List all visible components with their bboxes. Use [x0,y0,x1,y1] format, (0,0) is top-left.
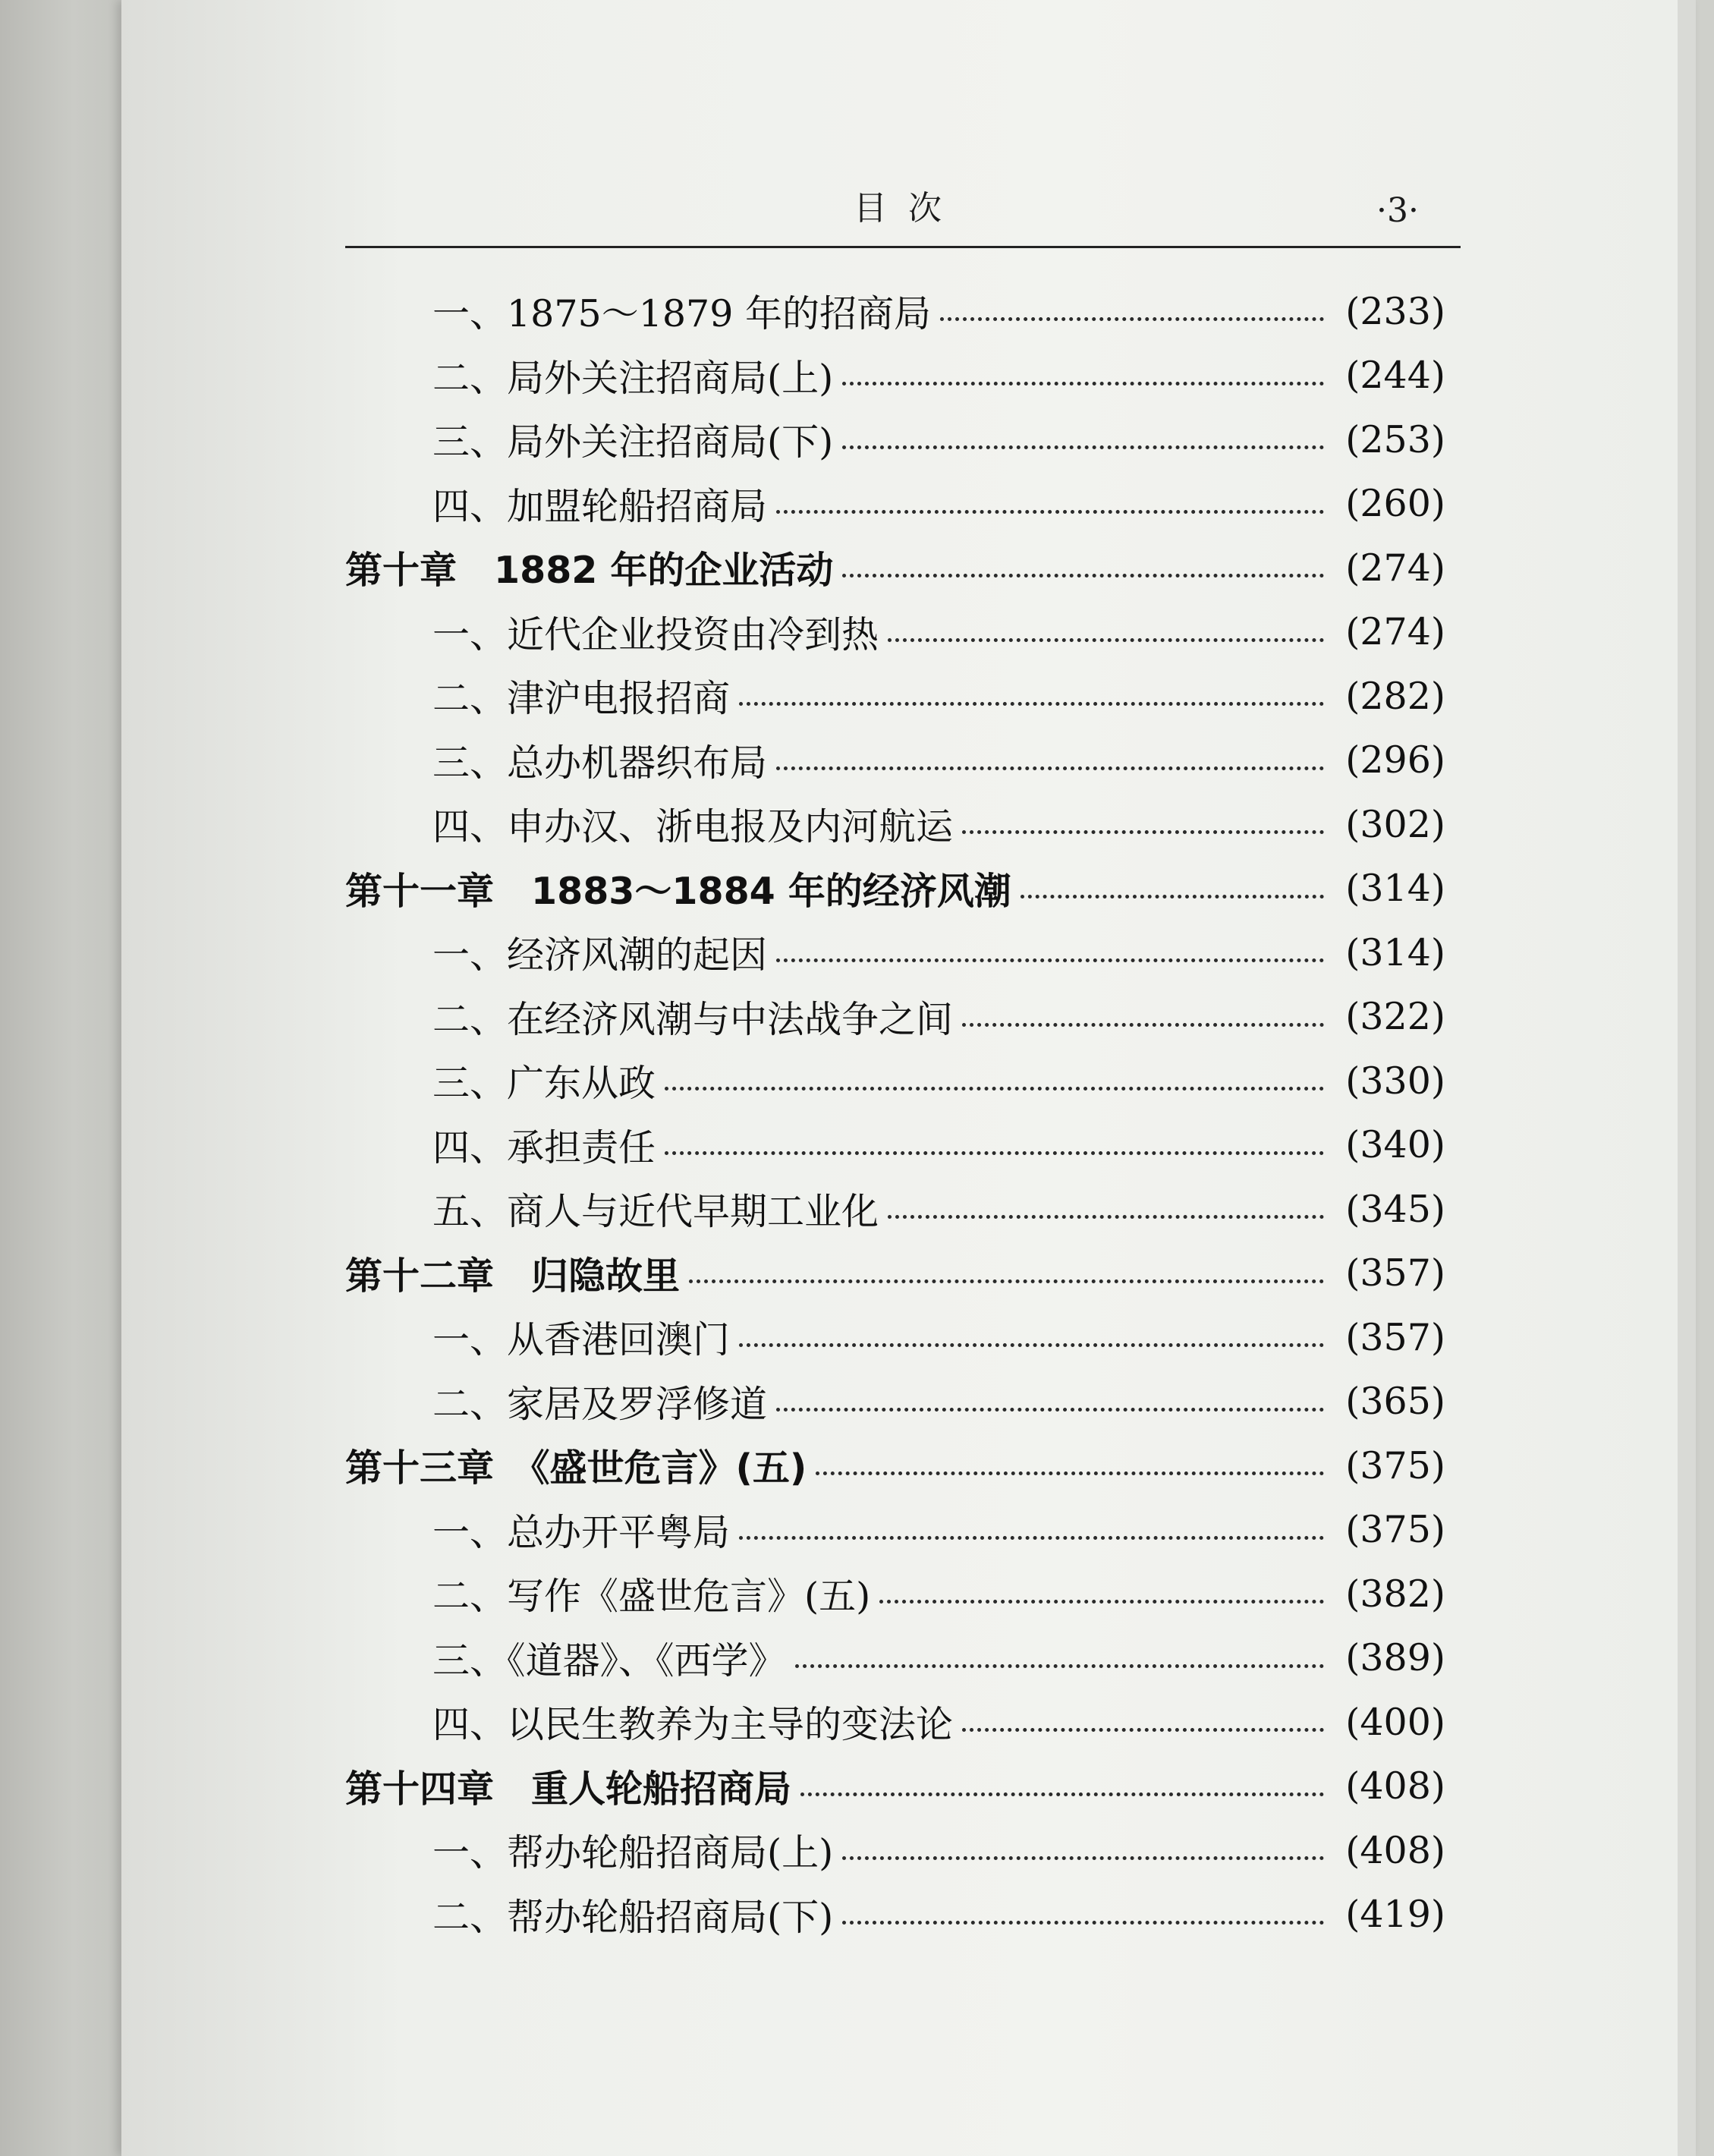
toc-entry-page: (244) [1345,354,1445,398]
toc-chapter-entry [345,1434,1461,1498]
toc-section-entry [345,1370,1461,1434]
toc-entry-title: 二、局外关注招商局(上) [432,356,834,400]
dot-leader [842,445,1324,449]
toc-entry-page: (314) [1345,867,1445,911]
toc-section-entry [345,729,1461,793]
toc-entry-title: 一、1875～1879 年的招商局 [432,292,931,336]
dot-leader [800,1792,1324,1796]
dot-leader [962,829,1324,834]
toc-entry-title: 一、近代企业投资由冷到热 [432,612,879,656]
toc-section-entry [345,408,1461,472]
toc-entry-title: 一、从香港回澳门 [432,1318,731,1362]
toc-section-entry [345,1498,1461,1563]
toc-section-entry [345,279,1461,344]
toc-entry-page: (375) [1345,1443,1445,1487]
toc-section-entry [345,1883,1461,1947]
dot-leader [1021,894,1324,899]
dot-leader [665,1150,1324,1155]
toc-entry-title: 二、在经济风潮与中法战争之间 [432,997,954,1041]
dot-leader [816,1471,1324,1475]
dot-leader [879,1599,1324,1604]
toc-entry-page: (274) [1345,546,1445,590]
toc-section-entry [345,1177,1461,1242]
page-edge [1678,0,1696,2156]
toc-entry-title: 二、家居及罗浮修道 [432,1382,768,1426]
toc-entry-page: (365) [1345,1380,1445,1424]
toc-entry-title: 第十一章 1883～1884 年的经济风潮 [345,869,1011,913]
toc-entry-page: (302) [1345,802,1445,846]
toc-entry-page: (400) [1345,1700,1445,1744]
dot-leader [888,637,1324,642]
dot-leader [842,1855,1324,1860]
dot-leader [962,1727,1324,1732]
toc-section-entry [345,1690,1461,1755]
dot-leader [776,1407,1324,1412]
toc-entry-page: (314) [1345,930,1445,974]
dot-leader [739,1342,1324,1347]
toc-section-entry [345,1818,1461,1883]
toc-entry-title: 四、加盟轮船招商局 [432,484,768,528]
dot-leader [776,958,1324,962]
dot-leader [776,766,1324,770]
toc-chapter-entry [345,857,1461,921]
dot-leader [689,1279,1324,1283]
toc-section-entry [345,792,1461,857]
toc-chapter-entry [345,1755,1461,1819]
toc-entry-page: (375) [1345,1508,1445,1552]
toc-entry-title: 一、总办开平粤局 [432,1510,731,1554]
toc-entry-page: (260) [1345,482,1445,526]
toc-section-entry [345,1626,1461,1691]
toc-section-entry [345,472,1461,537]
toc-entry-page: (274) [1345,610,1445,654]
toc-entry-title: 三、局外关注招商局(下) [432,420,834,464]
toc-entry-title: 二、津沪电报招商 [432,677,731,721]
dot-leader [739,701,1324,706]
toc-entry-page: (233) [1345,289,1445,333]
dot-leader [665,1086,1324,1091]
dot-leader [739,1535,1324,1540]
header-page-number: ·3· [1376,191,1419,230]
toc-entry-title: 四、申办汉、浙电报及内河航运 [432,805,954,849]
toc-entry-page: (282) [1345,674,1445,718]
toc-entry-page: (357) [1345,1315,1445,1359]
dot-leader [795,1663,1324,1668]
toc-entry-title: 一、经济风潮的起因 [432,933,768,977]
toc-entry-title: 第十四章 重人轮船招商局 [345,1767,792,1811]
toc-chapter-entry [345,536,1461,600]
toc-section-entry [345,664,1461,729]
toc-entry-page: (296) [1345,738,1445,782]
dot-leader [940,316,1324,321]
table-of-contents [345,279,1461,1947]
toc-section-entry [345,1562,1461,1626]
toc-section-entry [345,344,1461,408]
toc-entry-page: (419) [1345,1893,1445,1937]
running-header [345,167,1461,250]
toc-entry-page: (340) [1345,1123,1445,1167]
toc-section-entry [345,985,1461,1050]
toc-entry-page: (357) [1345,1251,1445,1295]
toc-section-entry [345,921,1461,985]
toc-entry-title: 第十三章 《盛世危言》(五) [345,1446,807,1490]
dot-leader [888,1214,1324,1219]
toc-entry-title: 三、总办机器织布局 [432,741,768,785]
dot-leader [776,509,1324,514]
toc-section-entry [345,1305,1461,1370]
header-rule [345,246,1461,248]
toc-entry-title: 四、承担责任 [432,1125,656,1169]
toc-entry-title: 三、广东从政 [432,1062,656,1106]
toc-entry-page: (345) [1345,1187,1445,1231]
dot-leader [842,573,1324,578]
toc-entry-title: 五、商人与近代早期工业化 [432,1190,879,1234]
toc-entry-page: (322) [1345,995,1445,1039]
toc-section-entry [345,600,1461,665]
toc-entry-title: 三、《道器》、《西学》 [432,1638,786,1682]
header-title: 目次 [854,189,963,228]
toc-section-entry [345,1049,1461,1113]
toc-entry-title: 第十二章 归隐故里 [345,1254,681,1298]
toc-entry-page: (408) [1345,1764,1445,1808]
dot-leader [842,381,1324,386]
toc-entry-title: 四、以民生教养为主导的变法论 [432,1703,954,1747]
toc-section-entry [345,1113,1461,1178]
toc-entry-page: (330) [1345,1059,1445,1103]
dot-leader [962,1022,1324,1027]
toc-entry-page: (408) [1345,1828,1445,1872]
toc-entry-title: 第十章 1882 年的企业活动 [345,549,834,593]
toc-entry-title: 二、帮办轮船招商局(下) [432,1895,834,1939]
toc-entry-page: (253) [1345,417,1445,461]
toc-entry-title: 一、帮办轮船招商局(上) [432,1831,834,1875]
toc-entry-page: (389) [1345,1636,1445,1680]
dot-leader [842,1920,1324,1925]
book-spine-shadow [0,0,133,2156]
toc-entry-page: (382) [1345,1572,1445,1616]
toc-chapter-entry [345,1242,1461,1306]
toc-entry-title: 二、写作《盛世危言》(五) [432,1575,871,1619]
